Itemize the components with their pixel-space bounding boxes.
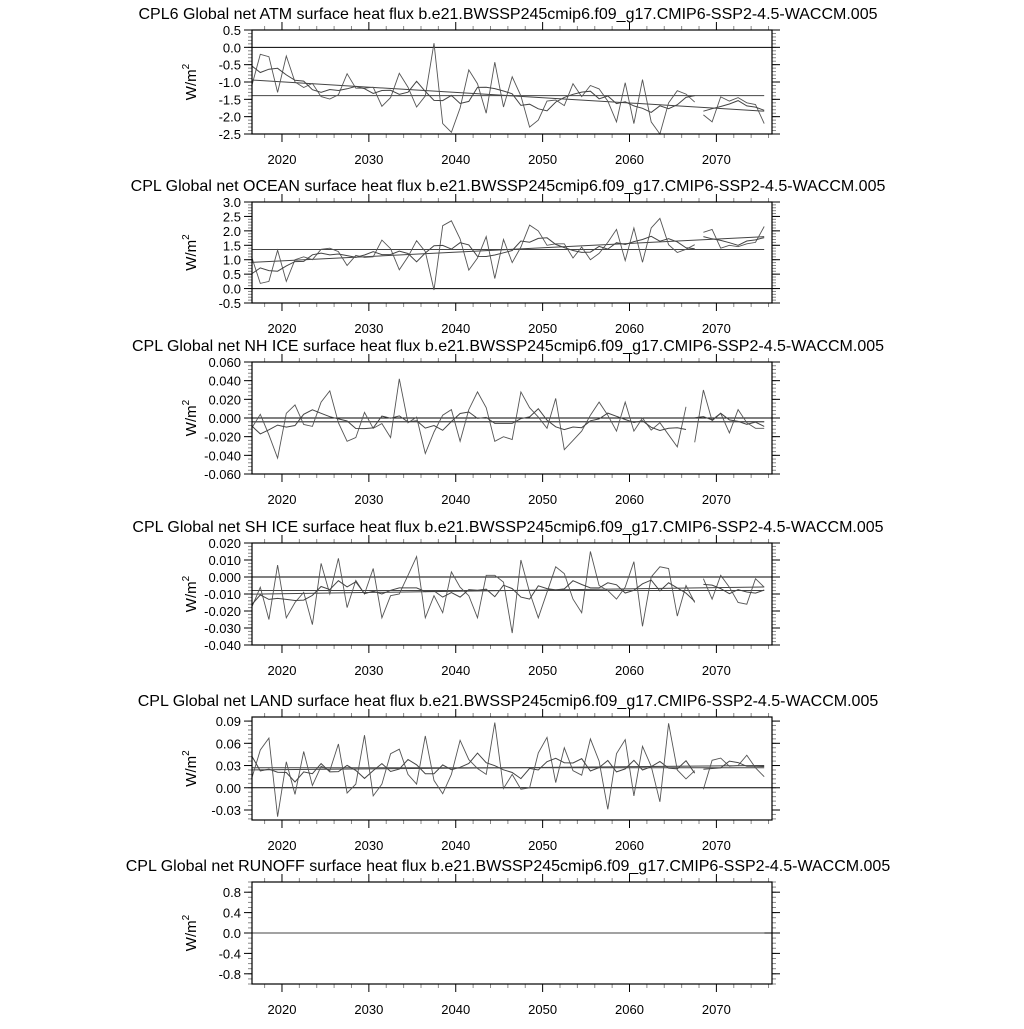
x-tick-label: 2030	[354, 152, 383, 167]
y-axis-label-unit: W/m	[183, 756, 200, 787]
y-axis-label	[181, 63, 200, 100]
x-tick-label: 2060	[615, 321, 644, 336]
x-tick-label: 2020	[268, 152, 297, 167]
x-tick-label: 2020	[268, 663, 297, 678]
x-tick-label: 2050	[528, 492, 557, 507]
y-tick-label: -0.020	[204, 604, 241, 619]
x-tick-label: 2020	[268, 321, 297, 336]
y-tick-label: -0.030	[204, 621, 241, 636]
y-axis-label	[181, 750, 200, 787]
running-mean-line	[703, 584, 764, 593]
x-tick-label: 2030	[354, 838, 383, 853]
y-tick-label: 1.0	[223, 253, 241, 268]
y-tick-label: 0.000	[208, 570, 241, 585]
x-tick-label: 2060	[615, 838, 644, 853]
x-tick-label: 2020	[268, 1002, 297, 1017]
y-axis-label-exponent: 2	[181, 63, 192, 69]
y-tick-label: -0.040	[204, 448, 241, 463]
y-tick-label: -1.0	[219, 75, 241, 90]
x-tick-label: 2060	[615, 492, 644, 507]
y-tick-label: -0.5	[219, 58, 241, 73]
y-tick-label: -2.0	[219, 110, 241, 125]
y-tick-label: -0.8	[219, 967, 241, 982]
y-axis-label-exponent: 2	[181, 750, 192, 756]
x-tick-label: 2030	[354, 663, 383, 678]
y-axis-label	[181, 234, 200, 271]
y-tick-label: 0.0	[223, 926, 241, 941]
panel-0	[138, 6, 877, 167]
y-tick-label: 0.03	[216, 759, 241, 774]
y-tick-label: 0.0	[223, 282, 241, 297]
panel-title: CPL6 Global net ATM surface heat flux b.e21.BWSSP245cmip6.f09_g17.CMIP6-SSP2-4.5-WACCM.005	[138, 6, 877, 23]
y-tick-label: -0.010	[204, 587, 241, 602]
plot-frame	[252, 202, 772, 303]
y-tick-label: 2.5	[223, 209, 241, 224]
y-axis-label-exponent: 2	[181, 914, 192, 920]
y-axis-label-unit: W/m	[183, 581, 200, 612]
x-tick-label: 2040	[441, 1002, 470, 1017]
x-tick-label: 2070	[702, 838, 731, 853]
x-tick-label: 2070	[702, 321, 731, 336]
x-tick-label: 2070	[702, 663, 731, 678]
y-tick-label: 2.0	[223, 224, 241, 239]
running-mean-line	[695, 413, 765, 426]
y-axis-label-unit: W/m	[183, 69, 200, 100]
x-tick-label: 2050	[528, 1002, 557, 1017]
y-tick-label: 0.010	[208, 553, 241, 568]
running-mean-line	[252, 236, 695, 274]
y-axis-label-unit: W/m	[183, 405, 200, 436]
x-tick-label: 2040	[441, 663, 470, 678]
panel-title: CPL Global net NH ICE surface heat flux b.e21.BWSSP245cmip6.f09_g17.CMIP6-SSP2-4.5-WACCM.005	[132, 338, 884, 355]
panel-5	[126, 858, 891, 1017]
x-tick-label: 2050	[528, 321, 557, 336]
annual-series-line	[703, 755, 764, 789]
panel-1	[131, 178, 886, 336]
y-tick-label: 0.5	[223, 267, 241, 282]
x-tick-label: 2050	[528, 663, 557, 678]
plot-frame	[252, 30, 772, 134]
panel-title: CPL Global net LAND surface heat flux b.e21.BWSSP245cmip6.f09_g17.CMIP6-SSP2-4.5-WACCM.005	[138, 693, 879, 710]
y-axis-label	[181, 914, 200, 951]
annual-series-line	[252, 43, 695, 134]
y-axis-label	[181, 399, 200, 436]
panel-3	[132, 519, 883, 678]
y-tick-label: 0.8	[223, 885, 241, 900]
y-axis-label-exponent: 2	[181, 234, 192, 240]
x-tick-label: 2060	[615, 152, 644, 167]
y-tick-label: -2.5	[219, 127, 241, 142]
y-tick-label: 0.00	[216, 781, 241, 796]
y-tick-label: 0.4	[223, 906, 241, 921]
x-tick-label: 2040	[441, 492, 470, 507]
y-axis-label-unit: W/m	[183, 920, 200, 951]
x-tick-label: 2030	[354, 1002, 383, 1017]
panel-4	[138, 693, 879, 853]
y-tick-label: -0.5	[219, 296, 241, 311]
running-mean-line	[252, 66, 695, 113]
y-tick-label: 0.09	[216, 714, 241, 729]
y-tick-label: 0.040	[208, 374, 241, 389]
x-tick-label: 2020	[268, 838, 297, 853]
panel-title: CPL Global net OCEAN surface heat flux b.e21.BWSSP245cmip6.f09_g17.CMIP6-SSP2-4.5-WACCM.005	[131, 178, 886, 195]
y-tick-label: -0.4	[219, 946, 241, 961]
y-tick-label: 0.000	[208, 411, 241, 426]
y-tick-label: 0.06	[216, 736, 241, 751]
panel-2	[132, 338, 884, 507]
y-axis-label-exponent: 2	[181, 399, 192, 405]
annual-series-line	[703, 575, 764, 604]
annual-series-line	[695, 390, 765, 442]
x-tick-label: 2040	[441, 152, 470, 167]
y-tick-label: -0.040	[204, 638, 241, 653]
y-tick-label: 0.5	[223, 23, 241, 38]
y-tick-label: 0.020	[208, 392, 241, 407]
x-tick-label: 2040	[441, 321, 470, 336]
y-tick-label: -0.03	[211, 803, 241, 818]
x-tick-label: 2020	[268, 492, 297, 507]
y-tick-label: -0.060	[204, 467, 241, 482]
x-tick-label: 2030	[354, 492, 383, 507]
y-tick-label: 0.060	[208, 355, 241, 370]
y-tick-label: 1.5	[223, 238, 241, 253]
y-tick-label: -1.5	[219, 92, 241, 107]
y-tick-label: -0.020	[204, 430, 241, 445]
x-tick-label: 2050	[528, 152, 557, 167]
x-tick-label: 2060	[615, 663, 644, 678]
y-tick-label: 3.0	[223, 195, 241, 210]
x-tick-label: 2060	[615, 1002, 644, 1017]
x-tick-label: 2070	[702, 1002, 731, 1017]
x-tick-label: 2070	[702, 152, 731, 167]
plot-frame	[252, 717, 772, 820]
x-tick-label: 2070	[702, 492, 731, 507]
y-tick-label: 0.020	[208, 536, 241, 551]
y-axis-label-exponent: 2	[181, 575, 192, 581]
panel-title: CPL Global net RUNOFF surface heat flux b.e21.BWSSP245cmip6.f09_g17.CMIP6-SSP2-4.5-WACCM.005	[126, 858, 891, 875]
y-tick-label: 0.0	[223, 40, 241, 55]
y-axis-label	[181, 575, 200, 612]
x-tick-label: 2030	[354, 321, 383, 336]
x-tick-label: 2040	[441, 838, 470, 853]
y-axis-label-unit: W/m	[183, 240, 200, 271]
x-tick-label: 2050	[528, 838, 557, 853]
panel-title: CPL Global net SH ICE surface heat flux b.e21.BWSSP245cmip6.f09_g17.CMIP6-SSP2-4.5-WACCM.005	[132, 519, 883, 536]
